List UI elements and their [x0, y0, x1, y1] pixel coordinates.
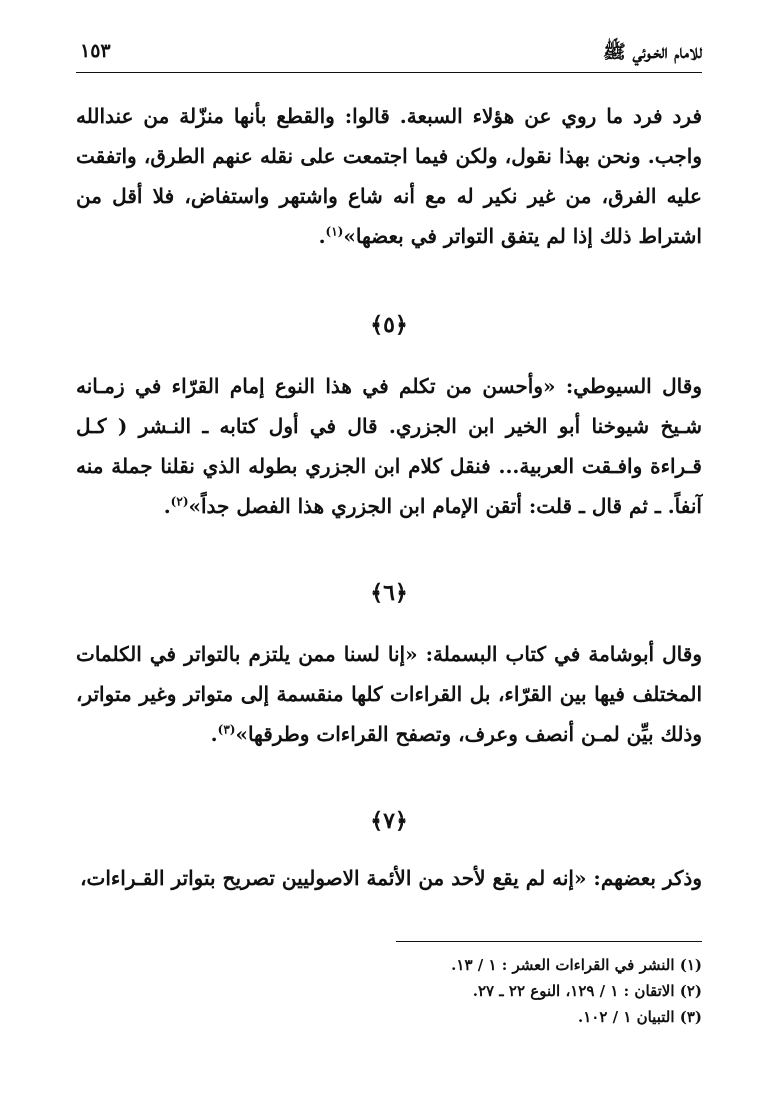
paragraph-4-text: وذكر بعضهم: «إنه لم يقع لأحد من الأئمة الاصوليين تصريح بتواتر القـراءات، — [80, 866, 702, 890]
paragraph-4 — [76, 858, 702, 898]
paragraph-2: وقال السيوطي: «وأحسن من تكلم في هذا النوع إمام القرّاء في زمـانه شـيخ شيوخنا أبو الخير ابن الجزري. قال في أول كتابه ـ النـشر ( كـل قـراءة وافـقت العربية... فنقل كلام ابن الجزري بطوله الذي نقلنا جملة منه آنفاً. ـ ثم قال ـ قلت: أتقن الإمام ابن الجزري هذا الفصل جداً»$^{(٢)}$. — [76, 374, 703, 518]
header-title: للامام الخـوئي ﷺ — [602, 41, 702, 63]
footnote-1: (١) النشر في القراءات العشر : ١ / ١٣. — [451, 956, 702, 974]
footnote-ref-2: (٢) — [170, 494, 189, 509]
section-marker-7: ﴿٧﴾ — [370, 808, 408, 834]
running-header — [76, 34, 702, 73]
paragraph-1: فرد فرد ما روي عن هؤلاء السبعة. قالوا: والقطع بأنها منزّلة من عندالله واجب. ونحن بهذا نقول، ولكن فيما اجتمعت على نقله عنهم الطرق، واتفقت عليه الفرق، من غير نكير له مع أنه شاع واشتهر واستفاض، فلا أقل من اشتراط ذلك إذا لم يتفق التواتر في بعضها»$^{(١)}$. — [76, 104, 702, 248]
section-marker-5: ﴿٥﴾ — [370, 312, 408, 338]
section-marker-6: ﴿٦﴾ — [370, 580, 408, 606]
footnote-2: (٢) الاتقان : ١ / ١٢٩، النوع ٢٢ ـ ٢٧. — [472, 982, 702, 1000]
footnote-ref-3: (٣) — [217, 722, 236, 737]
page-number: ١٥٣ — [80, 40, 111, 62]
footnote-separator — [396, 941, 702, 942]
paragraph-3-text: وقال أبوشامة في كتاب البسملة: «إنا لسنا ممن يلتزم بالتواتر في الكلمات المختلف فيها بين القرّاء، بل القراءات كلها منقسمة إلى متواتر وغير متواتر، وذلك بيِّن لمـن أنصف وعرف، وتصفح القراءات وطرقها» — [76, 642, 702, 746]
paragraph-3: وقال أبوشامة في كتاب البسملة: «إنا لسنا ممن يلتزم بالتواتر في الكلمات المختلف فيها بين القرّاء، بل القراءات كلها منقسمة إلى متواتر وغير متواتر، وذلك بيِّن لمـن أنصف وعرف، وتصفح القراءات وطرقها»$^{(٣)}$. — [76, 642, 702, 746]
paragraph-2-text: وقال السيوطي: «وأحسن من تكلم في هذا النوع إمام القرّاء في زمـانه شـيخ شيوخنا أبو الخير ابن الجزري. قال في أول كتابه ـ النـشر ( كـل قـراءة وافـقت العربية... فنقل كلام ابن الجزري بطوله الذي نقلنا جملة منه آنفاً. ـ ثم قال ـ قلت: أتقن الإمام ابن الجزري هذا الفصل جداً» — [76, 374, 703, 518]
paragraph-1-text: فرد فرد ما روي عن هؤلاء السبعة. قالوا: والقطع بأنها منزّلة من عندالله واجب. ونحن بهذا نقول، ولكن فيما اجتمعت على نقله عنهم الطرق، واتفقت عليه الفرق، من غير نكير له مع أنه شاع واشتهر واستفاض، فلا أقل من اشتراط ذلك إذا لم يتفق التواتر في بعضها» — [76, 104, 702, 248]
footnote-3: (٣) التبيان ١ / ١٠٢. — [577, 1008, 702, 1026]
footnote-ref-1: (١) — [325, 224, 344, 239]
footnotes — [76, 952, 702, 1030]
